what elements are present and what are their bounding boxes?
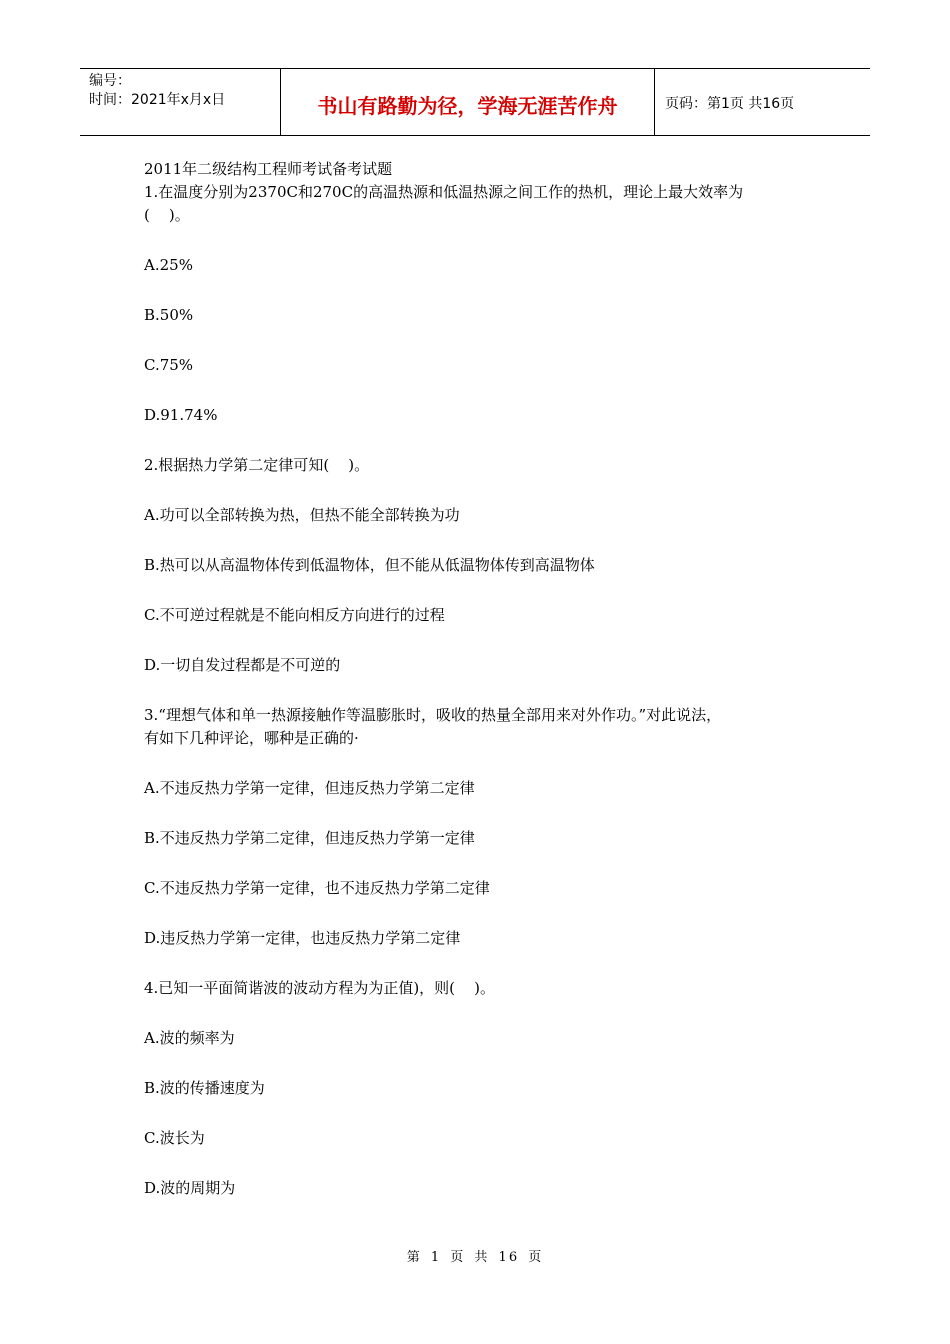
line-gap [144, 327, 824, 354]
line-gap [144, 677, 824, 704]
question-lines [144, 181, 824, 1200]
line-gap [144, 1050, 824, 1077]
page-footer: 第 1 页 共 16 页 [406, 1250, 544, 1265]
header-motto: 书山有路勤为径，学海无涯苦作舟 [281, 69, 655, 135]
document-line: B.不违反热力学第二定律，但违反热力学第一定律 [144, 829, 475, 847]
line-gap [144, 900, 824, 927]
line-gap [144, 427, 824, 454]
line-gap [144, 950, 824, 977]
document-line: C.不违反热力学第一定律，也不违反热力学第二定律 [144, 879, 490, 897]
document-title: 2011年二级结构工程师考试备考试题 [144, 160, 393, 178]
document-line: A.25% [144, 256, 193, 274]
document-line: D.违反热力学第一定律，也违反热力学第二定律 [144, 929, 461, 947]
time-label: 时间：2021年x月x日 [89, 92, 226, 108]
document-line: D.91.74% [144, 406, 218, 424]
line-gap [144, 1000, 824, 1027]
document-body [144, 158, 824, 1200]
document-line: B.50% [144, 306, 194, 324]
header-page-info: 页码：第1页 共16页 [665, 96, 795, 112]
document-line: B.热可以从高温物体传到低温物体，但不能从低温物体传到高温物体 [144, 556, 595, 574]
line-gap [144, 377, 824, 404]
document-line: D.一切自发过程都是不可逆的 [144, 656, 341, 674]
document-line: 4.已知一平面简谐波的波动方程为为正值)，则( )。 [144, 979, 495, 997]
document-line: C.不可逆过程就是不能向相反方向进行的过程 [144, 606, 445, 624]
line-gap [144, 277, 824, 304]
line-gap [144, 1100, 824, 1127]
page-header [80, 68, 870, 136]
document-line: ( )。 [144, 206, 190, 224]
header-meta [80, 69, 281, 135]
line-gap [144, 227, 824, 254]
document-line: B.波的传播速度为 [144, 1079, 265, 1097]
document-line: A.功可以全部转换为热，但热不能全部转换为功 [144, 506, 460, 524]
line-gap [144, 1150, 824, 1177]
number-label: 编号： [89, 73, 131, 89]
document-line: A.波的频率为 [144, 1029, 235, 1047]
document-line: D.波的周期为 [144, 1179, 236, 1197]
line-gap [144, 800, 824, 827]
document-line: 1.在温度分别为2370C和270C的高温热源和低温热源之间工作的热机，理论上最大效率为 [144, 183, 744, 201]
line-gap [144, 627, 824, 654]
document-line: 2.根据热力学第二定律可知( )。 [144, 456, 370, 474]
line-gap [144, 477, 824, 504]
line-gap [144, 750, 824, 777]
line-gap [144, 527, 824, 554]
line-gap [144, 577, 824, 604]
line-gap [144, 850, 824, 877]
document-line: A.不违反热力学第一定律，但违反热力学第二定律 [144, 779, 475, 797]
document-line: C.波长为 [144, 1129, 205, 1147]
document-line: 3.“理想气体和单一热源接触作等温膨胀时，吸收的热量全部用来对外作功。”对此说法， [144, 706, 722, 724]
document-line: C.75% [144, 356, 194, 374]
document-line: 有如下几种评论，哪种是正确的· [144, 729, 359, 747]
